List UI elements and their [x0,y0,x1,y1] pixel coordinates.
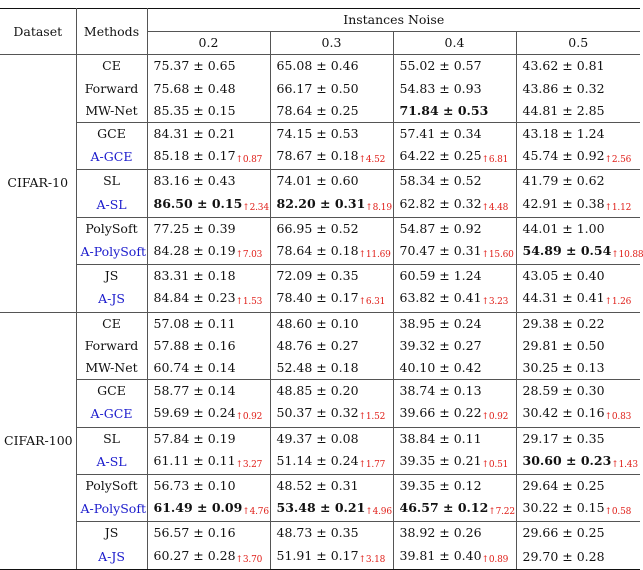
result-cell [270,475,393,498]
result-cell [147,475,270,498]
result-value: 29.17 ± 0.35 [522,430,605,446]
result-value: 48.85 ± 0.20 [276,383,359,399]
result-cell [516,193,640,218]
result-cell [147,427,270,450]
result-value: 83.31 ± 0.18 [153,268,236,284]
result-value: 78.64 ± 0.25 [276,102,359,118]
result-value: 61.49 ± 0.09 [153,500,243,516]
result-cell [147,123,270,146]
result-value: 54.89 ± 0.54 [522,243,612,259]
improvement-delta: ↑0.58 [604,507,632,518]
result-value: 84.84 ± 0.23 [153,290,236,306]
table-row [0,217,640,240]
result-cell [393,335,516,357]
result-value: 66.17 ± 0.50 [276,80,359,96]
result-cell [270,217,393,240]
improvement-delta: ↑0.89 [481,554,509,565]
result-cell [516,78,640,100]
table-row [0,78,640,100]
result-cell [147,55,270,78]
result-cell [147,450,270,475]
improvement-delta: ↑4.96 [365,507,392,518]
improvement-delta: ↑4.52 [358,155,386,166]
result-value: 41.79 ± 0.62 [522,173,605,189]
method-name: PolySoft [76,475,147,498]
result-cell [147,193,270,218]
header-rate: 0.2 [147,32,270,55]
result-cell [270,450,393,475]
result-value: 49.37 ± 0.08 [276,430,359,446]
table-row [0,312,640,335]
result-cell [393,55,516,78]
result-cell [147,78,270,100]
result-value: 46.57 ± 0.12 [399,500,489,516]
results-table [0,8,643,570]
result-value: 84.28 ± 0.19 [153,243,236,259]
result-value: 30.25 ± 0.13 [522,360,605,376]
result-value: 54.83 ± 0.93 [399,80,482,96]
result-cell [393,312,516,335]
table-row [0,100,640,123]
result-cell [516,217,640,240]
result-cell [516,380,640,403]
result-cell [147,357,270,380]
result-value: 43.18 ± 1.24 [522,126,605,142]
result-value: 56.57 ± 0.16 [153,525,236,541]
result-value: 58.34 ± 0.52 [399,173,482,189]
result-cell [516,402,640,427]
result-cell [393,170,516,193]
result-value: 43.86 ± 0.32 [522,80,605,96]
improvement-delta: ↑2.56 [604,155,632,166]
result-cell [270,145,393,170]
method-name: A-PolySoft [76,497,147,522]
result-cell [516,265,640,288]
result-value: 53.48 ± 0.21 [276,500,366,516]
result-value: 42.91 ± 0.38 [522,195,605,211]
result-value: 45.74 ± 0.92 [522,148,605,164]
table-row [0,475,640,498]
result-value: 39.32 ± 0.27 [399,337,482,353]
result-value: 40.10 ± 0.42 [399,360,482,376]
result-value: 85.35 ± 0.15 [153,102,236,118]
result-value: 29.64 ± 0.25 [522,478,605,494]
result-value: 39.81 ± 0.40 [399,547,482,563]
result-value: 51.14 ± 0.24 [276,452,359,468]
method-name: PolySoft [76,217,147,240]
method-name: CE [76,55,147,78]
result-value: 44.31 ± 0.41 [522,290,605,306]
result-value: 30.42 ± 0.16 [522,405,605,421]
result-cell [516,335,640,357]
results-body [0,55,643,569]
header-rate: 0.3 [270,32,393,55]
result-cell [270,265,393,288]
result-value: 71.84 ± 0.53 [399,102,489,118]
result-cell [516,240,643,265]
method-name: MW-Net [76,357,147,380]
result-value: 28.59 ± 0.30 [522,383,605,399]
result-value: 48.52 ± 0.31 [276,478,359,494]
result-value: 57.88 ± 0.16 [153,337,236,353]
result-value: 75.37 ± 0.65 [153,58,236,74]
result-value: 59.69 ± 0.24 [153,405,236,421]
result-value: 63.82 ± 0.41 [399,290,482,306]
result-cell [270,335,393,357]
result-cell [393,78,516,100]
result-cell [270,78,393,100]
result-value: 85.18 ± 0.17 [153,148,236,164]
result-cell [270,427,393,450]
result-cell [516,497,640,522]
improvement-delta: ↑2.34 [242,202,269,213]
table-row [0,380,640,403]
improvement-delta: ↑11.69 [358,250,391,261]
improvement-delta: ↑4.48 [481,202,509,213]
result-cell [393,240,516,265]
method-name: A-GCE [76,145,147,170]
result-value: 77.25 ± 0.39 [153,220,236,236]
method-name: A-SL [76,450,147,475]
result-value: 29.81 ± 0.50 [522,337,605,353]
result-cell [393,265,516,288]
result-cell [516,450,640,475]
result-value: 43.62 ± 0.81 [522,58,605,74]
improvement-delta: ↑1.26 [604,297,632,308]
result-cell [147,402,270,427]
improvement-delta: ↑1.52 [358,412,386,423]
result-cell [270,123,393,146]
table-row [0,287,640,312]
result-cell [393,193,516,218]
method-name: MW-Net [76,100,147,123]
header-rate: 0.4 [393,32,516,55]
table-row [0,265,640,288]
method-name: A-PolySoft [76,240,147,265]
result-cell [516,123,640,146]
result-cell [393,217,516,240]
method-name: JS [76,265,147,288]
result-value: 29.66 ± 0.25 [522,525,605,541]
result-value: 54.87 ± 0.92 [399,220,482,236]
improvement-delta: ↑3.18 [358,554,386,565]
method-name: A-JS [76,545,147,570]
result-value: 48.60 ± 0.10 [276,315,359,331]
result-value: 74.15 ± 0.53 [276,126,359,142]
result-value: 61.11 ± 0.11 [153,452,236,468]
result-value: 60.59 ± 1.24 [399,268,482,284]
result-value: 48.73 ± 0.35 [276,525,359,541]
dataset-label: CIFAR-100 [0,312,76,569]
improvement-delta: ↑1.12 [604,202,632,213]
table-row [0,123,640,146]
result-cell [393,545,516,570]
result-value: 58.77 ± 0.14 [153,383,236,399]
result-value: 75.68 ± 0.48 [153,80,236,96]
result-cell [393,100,516,123]
improvement-delta: ↑8.19 [365,202,392,213]
results-table-container [0,8,643,570]
result-cell [516,357,640,380]
method-name: Forward [76,335,147,357]
result-value: 43.05 ± 0.40 [522,268,605,284]
improvement-delta: ↑3.23 [481,297,509,308]
result-value: 48.76 ± 0.27 [276,337,359,353]
result-value: 39.35 ± 0.21 [399,452,482,468]
result-cell [270,170,393,193]
result-cell [393,497,516,522]
result-cell [147,145,270,170]
table-row [0,427,640,450]
result-cell [270,287,393,312]
result-cell [147,265,270,288]
result-value: 56.73 ± 0.10 [153,478,236,494]
result-value: 38.95 ± 0.24 [399,315,482,331]
result-value: 66.95 ± 0.52 [276,220,359,236]
result-cell [270,522,393,545]
method-name: GCE [76,123,147,146]
improvement-delta: ↑10.88 [611,250,643,261]
method-name: A-SL [76,193,147,218]
result-cell [516,55,640,78]
result-value: 78.64 ± 0.18 [276,243,359,259]
improvement-delta: ↑3.70 [235,554,263,565]
result-cell [393,380,516,403]
result-value: 82.20 ± 0.31 [276,195,366,211]
improvement-delta: ↑7.22 [488,507,515,518]
result-cell [393,357,516,380]
result-cell [516,170,640,193]
improvement-delta: ↑1.53 [235,297,263,308]
result-value: 64.22 ± 0.25 [399,148,482,164]
result-value: 29.38 ± 0.22 [522,315,605,331]
dataset-label: CIFAR-10 [0,55,76,312]
improvement-delta: ↑0.92 [235,412,263,423]
table-row [0,402,640,427]
improvement-delta: ↑6.31 [358,297,386,308]
improvement-delta: ↑0.83 [604,412,632,423]
result-value: 38.92 ± 0.26 [399,525,482,541]
result-value: 39.35 ± 0.12 [399,478,482,494]
result-cell [270,312,393,335]
result-value: 38.84 ± 0.11 [399,430,482,446]
result-cell [270,357,393,380]
result-cell [147,545,270,570]
result-cell [270,100,393,123]
result-value: 60.74 ± 0.14 [153,360,236,376]
header-rate: 0.5 [516,32,640,55]
result-cell [393,522,516,545]
result-cell [516,287,640,312]
result-cell [147,497,270,522]
result-cell [147,287,270,312]
method-name: SL [76,427,147,450]
improvement-delta: ↑15.60 [481,250,514,261]
improvement-delta: ↑3.27 [235,459,263,470]
result-cell [270,497,393,522]
method-name: SL [76,170,147,193]
header-methods: Methods [76,9,147,55]
result-cell [270,402,393,427]
method-name: GCE [76,380,147,403]
result-cell [516,522,640,545]
result-cell [516,145,640,170]
result-cell [516,545,640,570]
result-value: 70.47 ± 0.31 [399,243,482,259]
improvement-delta: ↑7.03 [235,250,263,261]
result-cell [270,193,393,218]
table-row [0,240,640,265]
result-value: 72.09 ± 0.35 [276,268,359,284]
result-value: 84.31 ± 0.21 [153,126,236,142]
table-row [0,497,640,522]
table-row [0,170,640,193]
result-value: 86.50 ± 0.15 [153,195,243,211]
result-value: 57.84 ± 0.19 [153,430,236,446]
result-value: 60.27 ± 0.28 [153,547,236,563]
result-value: 38.74 ± 0.13 [399,383,482,399]
table-row [0,335,640,357]
result-cell [393,145,516,170]
method-name: JS [76,522,147,545]
result-value: 78.67 ± 0.18 [276,148,359,164]
result-value: 78.40 ± 0.17 [276,290,359,306]
result-value: 44.81 ± 2.85 [522,102,605,118]
result-cell [516,475,640,498]
result-cell [147,380,270,403]
result-cell [147,170,270,193]
result-cell [270,380,393,403]
result-cell [147,240,270,265]
result-cell [147,312,270,335]
result-cell [393,475,516,498]
result-cell [393,427,516,450]
improvement-delta: ↑4.76 [242,507,269,518]
improvement-delta: ↑0.51 [481,459,509,470]
result-cell [393,123,516,146]
method-name: CE [76,312,147,335]
table-row [0,145,640,170]
result-cell [147,335,270,357]
result-cell [516,100,640,123]
method-name: A-GCE [76,402,147,427]
result-cell [147,522,270,545]
method-name: A-JS [76,287,147,312]
header-instances-noise: Instances Noise [147,9,640,32]
result-cell [393,287,516,312]
result-value: 29.70 ± 0.28 [522,548,605,564]
table-row [0,545,640,570]
result-value: 50.37 ± 0.32 [276,405,359,421]
result-cell [516,312,640,335]
result-value: 44.01 ± 1.00 [522,220,605,236]
result-value: 52.48 ± 0.18 [276,360,359,376]
result-cell [516,427,640,450]
result-value: 57.08 ± 0.11 [153,315,236,331]
table-row [0,193,640,218]
table-row [0,357,640,380]
method-name: Forward [76,78,147,100]
result-value: 51.91 ± 0.17 [276,547,359,563]
result-value: 65.08 ± 0.46 [276,58,359,74]
result-value: 30.60 ± 0.23 [522,452,612,468]
improvement-delta: ↑1.43 [611,459,638,470]
result-cell [147,217,270,240]
result-cell [270,55,393,78]
result-value: 74.01 ± 0.60 [276,173,359,189]
improvement-delta: ↑0.87 [235,155,263,166]
result-cell [147,100,270,123]
result-value: 39.66 ± 0.22 [399,405,482,421]
result-value: 30.22 ± 0.15 [522,500,605,516]
result-value: 55.02 ± 0.57 [399,58,482,74]
improvement-delta: ↑1.77 [358,459,386,470]
header-dataset: Dataset [0,9,76,55]
result-cell [270,240,393,265]
table-row [0,450,640,475]
improvement-delta: ↑0.92 [481,412,509,423]
result-cell [270,545,393,570]
result-value: 62.82 ± 0.32 [399,195,482,211]
table-row [0,55,640,78]
result-cell [393,450,516,475]
improvement-delta: ↑6.81 [481,155,509,166]
result-cell [393,402,516,427]
result-value: 83.16 ± 0.43 [153,173,236,189]
result-value: 57.41 ± 0.34 [399,126,482,142]
table-row [0,522,640,545]
